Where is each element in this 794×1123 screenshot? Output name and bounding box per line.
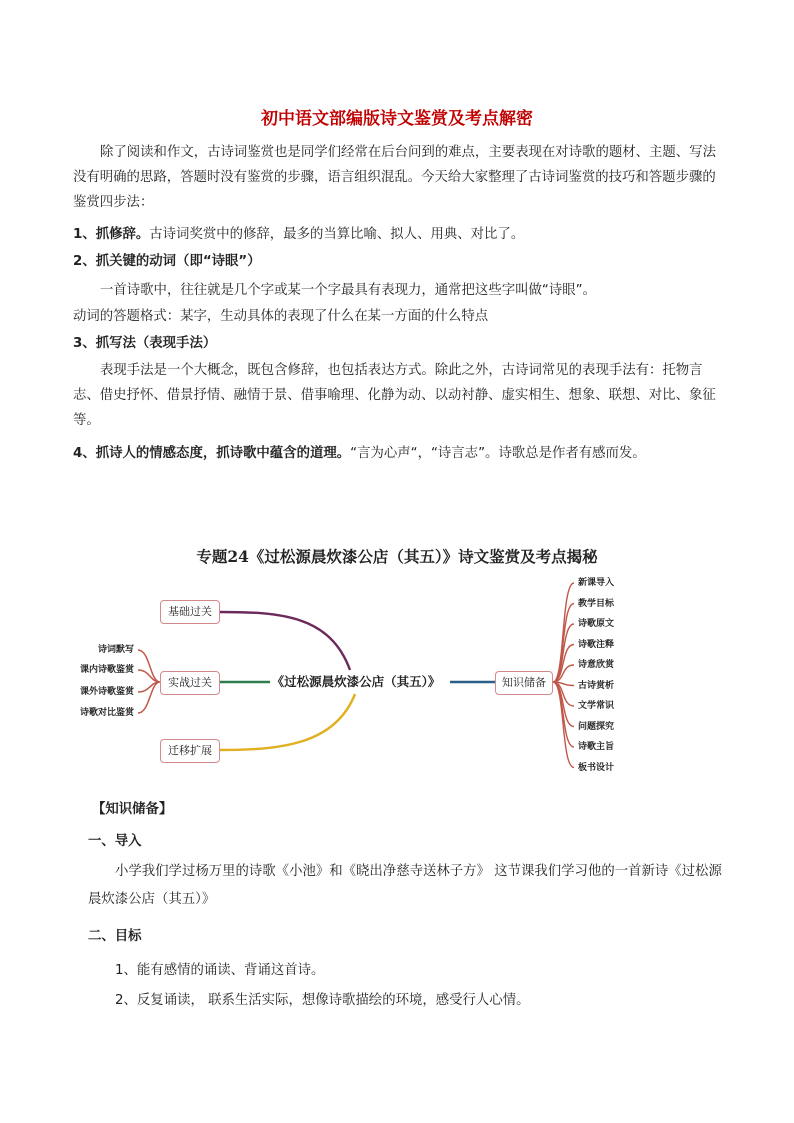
node-extension: 迁移扩展 [160,739,220,763]
leaf-right-6: 古诗赏析 [578,680,615,691]
step-4 [73,441,723,466]
step-3-head: 3、抓写法（表现手法） [73,336,217,351]
step-1-head: 1、抓修辞。 [73,227,150,242]
mind-map [0,575,794,785]
step-1 [73,222,723,247]
leaf-right-2: 教学目标 [578,598,615,609]
section-1-body: 小学我们学过杨万里的诗歌《小池》和《晓出净慈寺送林子方》 这节课我们学习他的一首新诗《过松源晨炊漆公店（其五）》 [88,864,722,907]
right-leaf-line-9 [553,682,574,747]
leaf-right-7: 文学常识 [578,701,615,711]
leaf-left-4: 诗歌对比鉴赏 [79,708,134,718]
leaf-right-9: 诗歌主旨 [578,742,615,752]
node-practice: 实战过关 [160,671,220,695]
goal-1: 1、能有感情的诵读、背诵这首诗。 [115,963,325,978]
leaf-right-1: 新课导入 [578,578,615,588]
page-title: 初中语文部编版诗文鉴赏及考点解密 [261,109,533,129]
intro-paragraph: 除了阅读和作文，古诗词鉴赏也是同学们经常在后台问到的难点，主要表现在对诗歌的题材、主题、写法没有明确的思路，答题时没有鉴赏的步骤，语言组织混乱。今天给大家整理了古诗词鉴赏的技巧和答题步骤的鉴赏四步法： [73,145,716,210]
leaf-left-1: 诗词默写 [97,645,134,655]
branch-top [220,612,350,670]
leaf-right-10: 板书设计 [578,762,615,773]
goal-2: 2、反复诵读， 联系生活实际，想像诗歌描绘的环境，感受行人心情。 [115,993,530,1008]
leaf-right-5: 诗意欣赏 [578,660,615,670]
node-knowledge: 知识储备 [495,671,553,695]
node-center: 《过松源晨炊漆公店（其五）》 [271,674,441,689]
leaf-left-2: 课内诗歌鉴赏 [79,665,134,675]
section-1-head: 一、导入 [88,834,142,849]
leaf-right-3: 诗歌原文 [578,619,615,629]
leaf-left-3: 课外诗歌鉴赏 [79,687,134,697]
step-3-paragraph: 表现手法是一个大概念，既包含修辞，也包括表达方式。除此之外，古诗词常见的表现手法有：托物言志、借史抒怀、借景抒情、融情于景、借事喻理、化静为动、以动衬静、虚实相生、想象、联想、对比、象征等。 [73,363,716,428]
step-1-body: 古诗词奖赏中的修辞，最多的当算比喻、拟人、用典、对比了。 [149,227,525,242]
topic-subtitle: 专题24《过松源晨炊漆公店（其五）》诗文鉴赏及考点揭秘 [196,547,598,566]
step-2-paragraph: 一首诗歌中，往往就是几个字或某一个字最具有表现力，通常把这些字叫做“诗眼”。 [100,283,596,298]
node-basic: 基础过关 [160,600,220,624]
left-leaf-bracket [138,650,160,713]
section-label: 【知识储备】 [92,802,173,817]
step-2-head: 2、抓关键的动词（即“诗眼”） [73,254,261,269]
branch-bottom [220,694,355,750]
leaf-right-4: 诗歌注释 [578,639,615,650]
right-leaf-line-2 [553,604,574,683]
section-2-head: 二、目标 [88,929,142,944]
leaf-right-8: 问题探究 [578,721,615,732]
step-2-format: 动词的答题格式：某字，生动具体的表现了什么在某一方面的什么特点 [73,309,489,324]
step-4-head: 4、抓诗人的情感态度，抓诗歌中蕴含的道理。 [73,446,351,461]
right-leaf-line-1 [553,583,574,682]
right-leaf-bracket [553,583,574,768]
step-4-body: “言为心声“，“诗言志”。诗歌总是作者有感而发。 [350,446,646,461]
